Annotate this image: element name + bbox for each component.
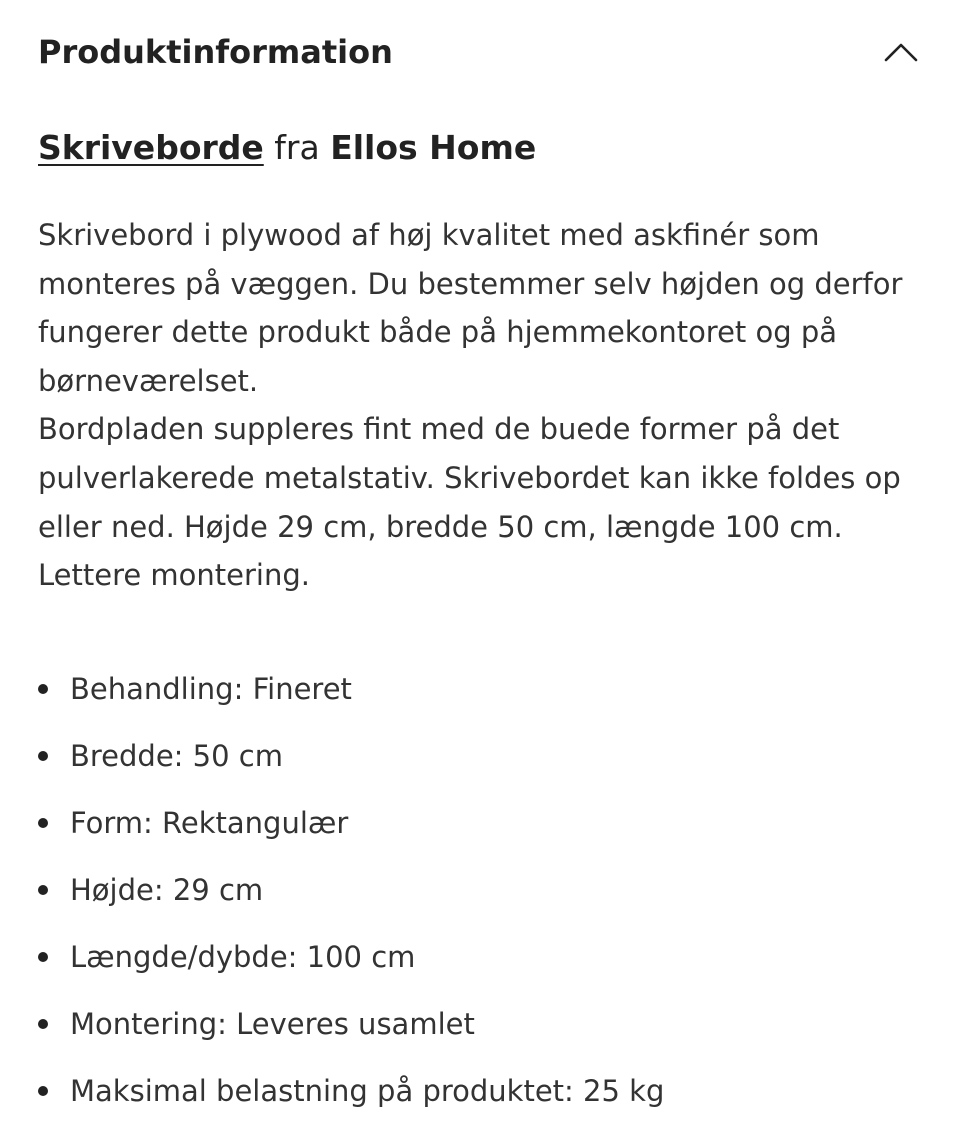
bullet-icon <box>38 684 48 694</box>
spec-item <box>38 656 922 723</box>
spec-text: Længde/dybde: 100 cm <box>70 940 416 975</box>
spec-item <box>38 924 922 991</box>
product-description <box>38 211 922 600</box>
product-information-panel <box>38 0 922 1125</box>
product-category-line <box>38 124 922 172</box>
bullet-icon <box>38 1086 48 1096</box>
description-paragraph: Bordpladen suppleres fint med de buede former på det pulverlakerede metalstativ. Skrivebordet kan ikke foldes op eller ned. Højde 29 cm, bredde 50 cm, længde 100 cm. Lettere montering. <box>38 412 901 593</box>
bullet-icon <box>38 1019 48 1029</box>
spec-text: Bredde: 50 cm <box>70 739 283 774</box>
spec-text: Højde: 29 cm <box>70 873 264 908</box>
spec-item <box>38 857 922 924</box>
section-title: Produktinformation <box>38 33 393 71</box>
spec-item <box>38 1058 922 1125</box>
bullet-icon <box>38 885 48 895</box>
spec-text: Form: Rektangulær <box>70 806 349 841</box>
spec-text: Behandling: Fineret <box>70 672 352 707</box>
description-paragraph: Skrivebord i plywood af høj kvalitet med askfinér som monteres på væggen. Du bestemmer selv højden og derfor fungerer dette produkt både på hjemmekontoret og på børneværelset. <box>38 218 903 398</box>
spec-text: Maksimal belastning på produktet: 25 kg <box>70 1074 665 1109</box>
category-link[interactable]: Skriveborde <box>38 128 264 167</box>
bullet-icon <box>38 952 48 962</box>
category-connector: fra <box>274 128 320 167</box>
brand-name: Ellos Home <box>330 128 537 167</box>
spec-item <box>38 991 922 1058</box>
chevron-up-icon-graphic <box>884 42 918 62</box>
chevron-up-icon[interactable] <box>882 33 920 71</box>
spec-text: Montering: Leveres usamlet <box>70 1007 475 1042</box>
specification-list <box>38 656 922 1125</box>
product-information-header[interactable] <box>38 0 922 104</box>
spec-item <box>38 723 922 790</box>
bullet-icon <box>38 751 48 761</box>
bullet-icon <box>38 818 48 828</box>
spec-item <box>38 790 922 857</box>
